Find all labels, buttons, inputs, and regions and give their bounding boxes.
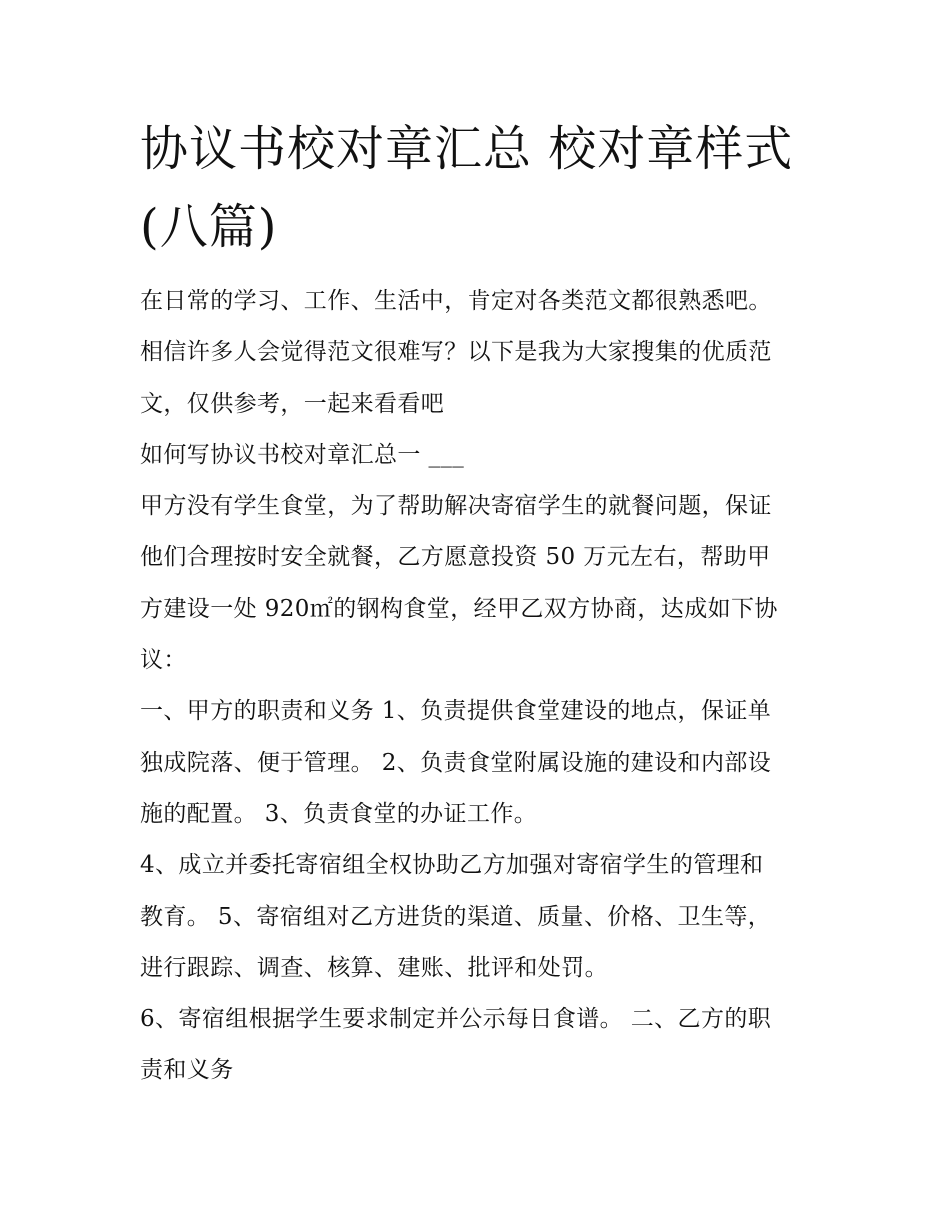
body-line: 独成院落、便于管理。 2、负责食堂附属设施的建设和内部设 — [140, 749, 772, 776]
document-body — [140, 276, 820, 1097]
body-line: 一、甲方的职责和义务 1、负责提供食堂建设的地点，保证单 — [140, 698, 772, 725]
body-line: 6、寄宿组根据学生要求制定并公示每日食谱。 二、乙方的职 — [140, 1006, 772, 1033]
body-line: 他们合理按时安全就餐，乙方愿意投资 50 万元左右，帮助甲 — [140, 544, 771, 571]
body-line: 施的配置。 3、负责食堂的办证工作。 — [140, 800, 538, 827]
body-line: 责和义务 — [140, 1057, 234, 1084]
body-line: 如何写协议书校对章汇总一 ___ — [140, 441, 465, 468]
body-line: 文，仅供参考，一起来看看吧 — [140, 390, 445, 417]
body-line: 4、成立并委托寄宿组全权协助乙方加强对寄宿学生的管理和 — [140, 852, 764, 879]
body-line: 教育。 5、寄宿组对乙方进货的渠道、质量、价格、卫生等， — [140, 903, 772, 930]
body-line: 方建设一处 920㎡的钢构食堂，经甲乙双方协商，达成如下协 — [140, 595, 778, 622]
document-title — [140, 110, 840, 266]
body-line: 相信许多人会觉得范文很难写？以下是我为大家搜集的优质范 — [140, 339, 772, 366]
body-line: 议： — [140, 647, 187, 674]
body-line: 在日常的学习、工作、生活中，肯定对各类范文都很熟悉吧。 — [140, 288, 772, 314]
title-line: (八篇) — [140, 199, 278, 255]
title-line: 协议书校对章汇总 校对章样式 — [140, 121, 794, 177]
body-line: 甲方没有学生食堂，为了帮助解决寄宿学生的就餐问题，保证 — [140, 493, 772, 520]
body-line: 进行跟踪、调查、核算、建账、批评和处罚。 — [140, 954, 608, 981]
